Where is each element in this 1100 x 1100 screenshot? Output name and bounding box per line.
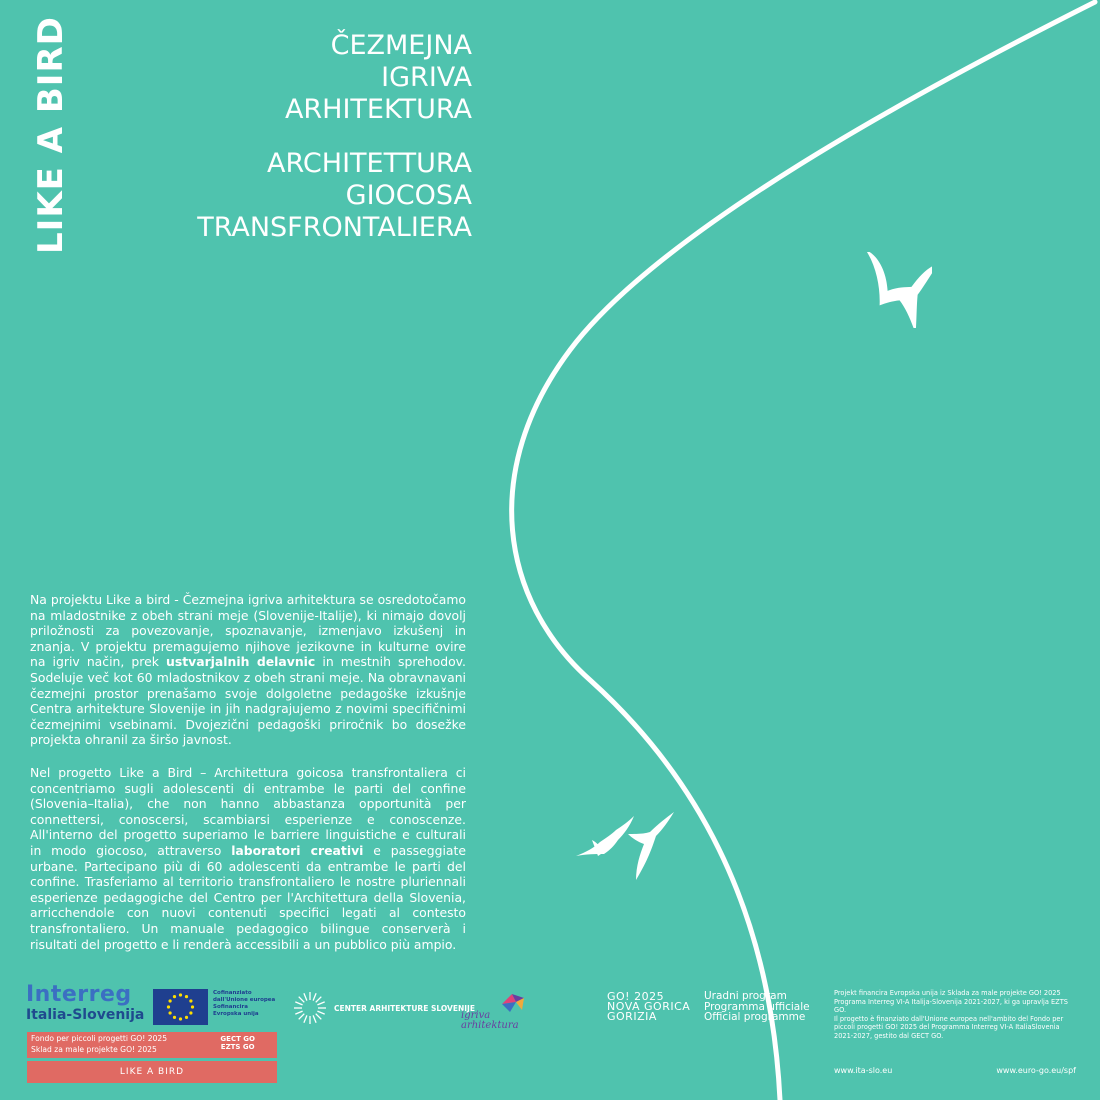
paragraph-bold: laboratori creativi <box>231 842 364 858</box>
heading-slovene <box>197 30 472 126</box>
paragraph-text: Na projektu Like a bird - Čezmejna igriva arhitektura se osredotočamo na mladostnike z obeh strani meje (Slovenije-Italije), ki nimajo dovolj priložnosti za povezovanje, spoznavanje, izmenjavo izkušenj in znanja. V projektu premagujemo njihove jezikovne in kulturne ovire na igriv način, prek <box>30 592 466 670</box>
financing-it: Il progetto è finanziato dall'Unione europea nell'ambito del Fondo per piccoli progetti GO! 2025 del Programma Interreg VI-A ItaliaSlovenia 2021-2027, gestito dal GECT GO. <box>834 1014 1064 1040</box>
heading-line: ARCHITETTURA <box>267 148 472 179</box>
fondo-line-it: Fondo per piccoli progetti GO! 2025 <box>31 1034 168 1043</box>
official-programme-line: Official programme <box>704 1011 806 1023</box>
gect-line: GECT GO <box>220 1035 255 1043</box>
url-euro-go[interactable]: www.euro-go.eu/spf <box>996 1066 1076 1075</box>
eu-flag-icon <box>153 989 208 1025</box>
cas-sun-icon <box>293 991 327 1025</box>
paragraph-italian <box>30 765 466 952</box>
official-programme <box>704 991 810 1023</box>
igriva-text <box>461 1011 519 1031</box>
gect-logo <box>220 1035 255 1051</box>
paragraph-slovene <box>30 592 466 748</box>
igriva-line: igriva <box>461 1010 491 1021</box>
paragraph-text: in mestnih sprehodov. Sodeluje več kot 60 mladostnikov z obeh strani meje. Na obravnavani čezmejni prostor prenašamo svoje dolgoletne pedagoške izkušnje Centra arhitekture Slovenije in jih nadgrajujemo z novimi specifičnimi čezmejnimi vsebinami. Dvojezični pedagoški priročnik bo dosežke projekta ohranil za širšo javnost. <box>30 654 466 748</box>
bird-icon <box>852 252 932 328</box>
eu-cofinancing-text <box>213 990 283 1018</box>
heading-line: ARHITEKTURA <box>284 94 472 125</box>
bird-icon <box>576 816 634 862</box>
fondo-line-si: Sklad za male projekte GO! 2025 <box>31 1045 157 1054</box>
heading-line: GIOCOSA <box>345 180 472 211</box>
paragraph-text: e passeggiate urbane. Partecipano più di 60 adolescenti da entrambe le parti del confine. Trasferiamo al territorio transfrontaliero le nostre pluriennali esperienze pedagogiche del Centro per l'Architettura della Slovenia, arricchendole con nuovi contenuti specifici legati al contesto transfrontaliero. Un manuale pedagogico bilingue conserverà i risultati del progetto e li renderà accessibili a un pubblico più ampio. <box>30 842 466 952</box>
financing-si: Projekt financira Evropska unija iz Sklada za male projekte GO! 2025 Programa Interreg VI-A Italija-Slovenija 2021-2027, ki ga upravlja EZTS GO. <box>834 989 1068 1015</box>
heading-line: IGRIVA <box>381 62 472 93</box>
gect-line: EZTS GO <box>220 1043 255 1051</box>
heading-line: TRANSFRONTALIERA <box>197 212 472 243</box>
heading-line: ČEZMEJNA <box>330 30 472 61</box>
interreg-region: Italia-Slovenija <box>26 1007 145 1023</box>
bird-icon <box>628 812 674 880</box>
title-block <box>197 30 472 266</box>
eu-text-line: Evropska unija <box>213 1011 259 1017</box>
interreg-name: Interreg <box>26 982 132 1007</box>
eu-text-line: Cofinanziato <box>213 990 252 996</box>
go2025-line: GORIZIA <box>607 1010 657 1023</box>
official-programme-line: Programma ufficiale <box>704 1000 810 1013</box>
igriva-line: arhitektura <box>461 1020 519 1031</box>
financing-text <box>834 989 1080 1041</box>
footer <box>0 980 1100 1100</box>
cas-name: CENTER ARHITEKTURE SLOVENIJE <box>334 1004 475 1013</box>
go2025-line: NOVA GORICA <box>607 1000 691 1013</box>
go2025-line: GO! 2025 <box>607 990 665 1003</box>
heading-italian <box>197 148 472 244</box>
vertical-title: LIKE A BIRD <box>31 16 71 254</box>
go2025-logo <box>607 992 690 1022</box>
fondo-bar <box>27 1032 277 1058</box>
url-ita-slo[interactable]: www.ita-slo.eu <box>834 1066 893 1075</box>
project-label-bar: LIKE A BIRD <box>27 1061 277 1083</box>
eu-text-line: dall'Unione europea <box>213 997 276 1003</box>
eu-text-line: Sofinancira <box>213 1004 248 1010</box>
official-programme-line: Uradni program <box>704 990 787 1002</box>
paragraph-text: Nel progetto Like a Bird – Architettura goicosa transfrontaliera ci concentriamo sugli adolescenti di entrambe le parti del confine (Slovenia–Italia), che non hanno abbastanza opportunità per connettersi, conoscersi, scambiarsi esperienze e conoscenze. All'interno del progetto superiamo le barriere linguistiche e culturali in modo giocoso, attraverso <box>30 765 466 858</box>
paragraph-bold: ustvarjalnih delavnic <box>166 654 316 670</box>
